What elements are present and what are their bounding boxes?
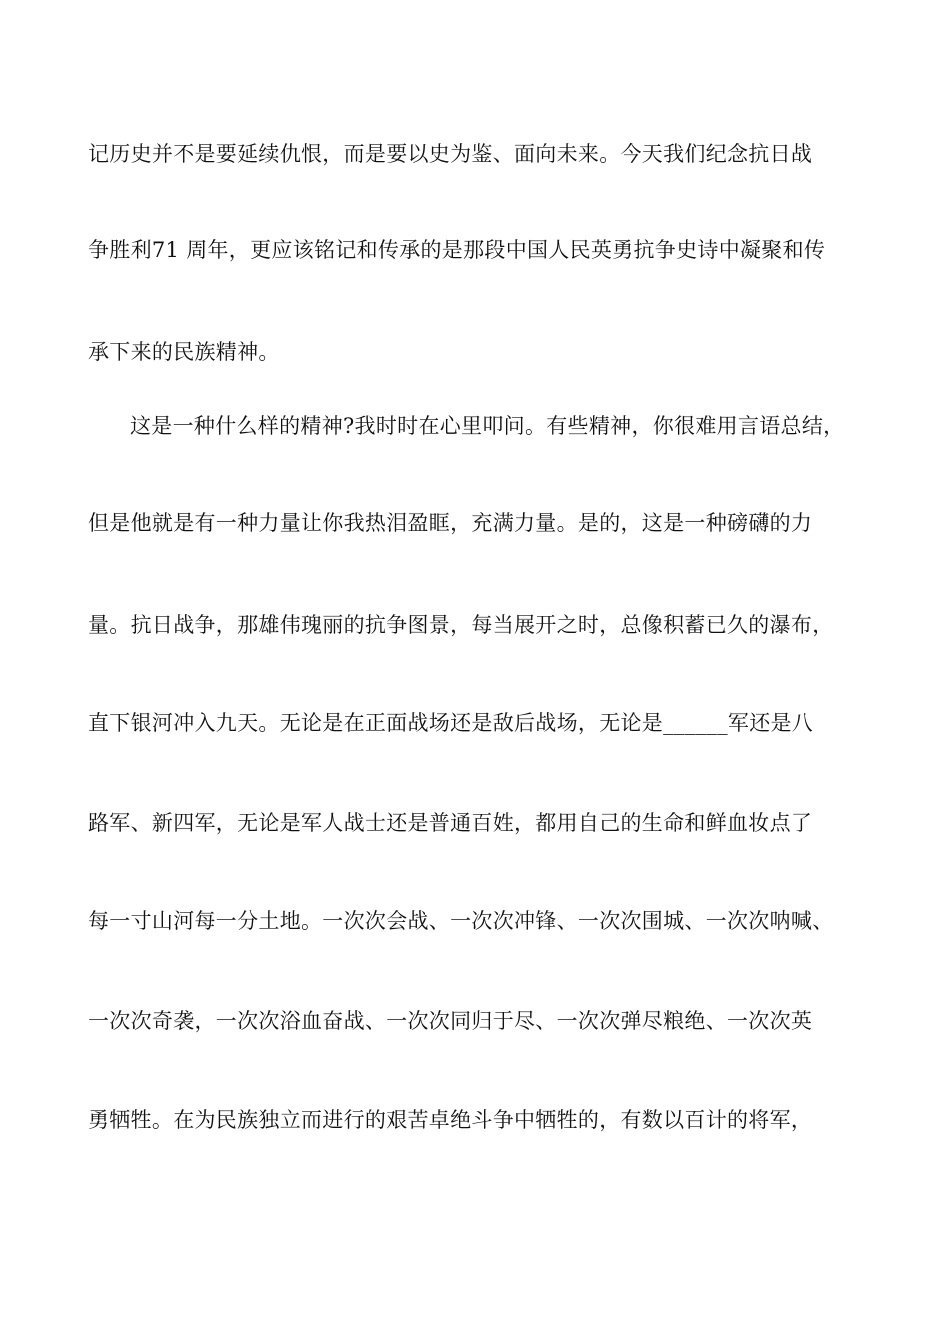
text-line-9: 每一寸山河每一分土地。一次次会战、一次次冲锋、一次次围城、一次次呐喊、 [88,909,834,933]
text-line-5: 但是他就是有一种力量让你我热泪盈眶，充满力量。是的，这是一种磅礴的力 [88,511,813,535]
text-line-3: 承下来的民族精神。 [88,340,280,364]
text-line-1: 记历史并不是要延续仇恨，而是要以史为鉴、面向未来。今天我们纪念抗日战 [88,142,813,166]
text-line-2: 争胜利71 周年，更应该铭记和传承的是那段中国人民英勇抗争史诗中凝聚和传 [88,238,826,262]
text-line-7: 直下银河冲入九天。无论是在正面战场还是敌后战场，无论是______军还是八 [88,711,814,735]
text-line-6: 量。抗日战争，那雄伟瑰丽的抗争图景，每当展开之时，总像积蓄已久的瀑布， [88,613,834,637]
paragraph-first-line: 这是一种什么样的精神?我时时在心里叩问。有些精神，你很难用言语总结， [130,414,845,438]
text-line-8: 路军、新四军，无论是军人战士还是普通百姓，都用自己的生命和鲜血妆点了 [88,811,813,835]
text-line-10: 一次次奇袭，一次次浴血奋战、一次次同归于尽、一次次弹尽粮绝、一次次英 [88,1009,813,1033]
text-line-11: 勇牺牲。在为民族独立而进行的艰苦卓绝斗争中牺牲的，有数以百计的将军， [88,1108,813,1132]
